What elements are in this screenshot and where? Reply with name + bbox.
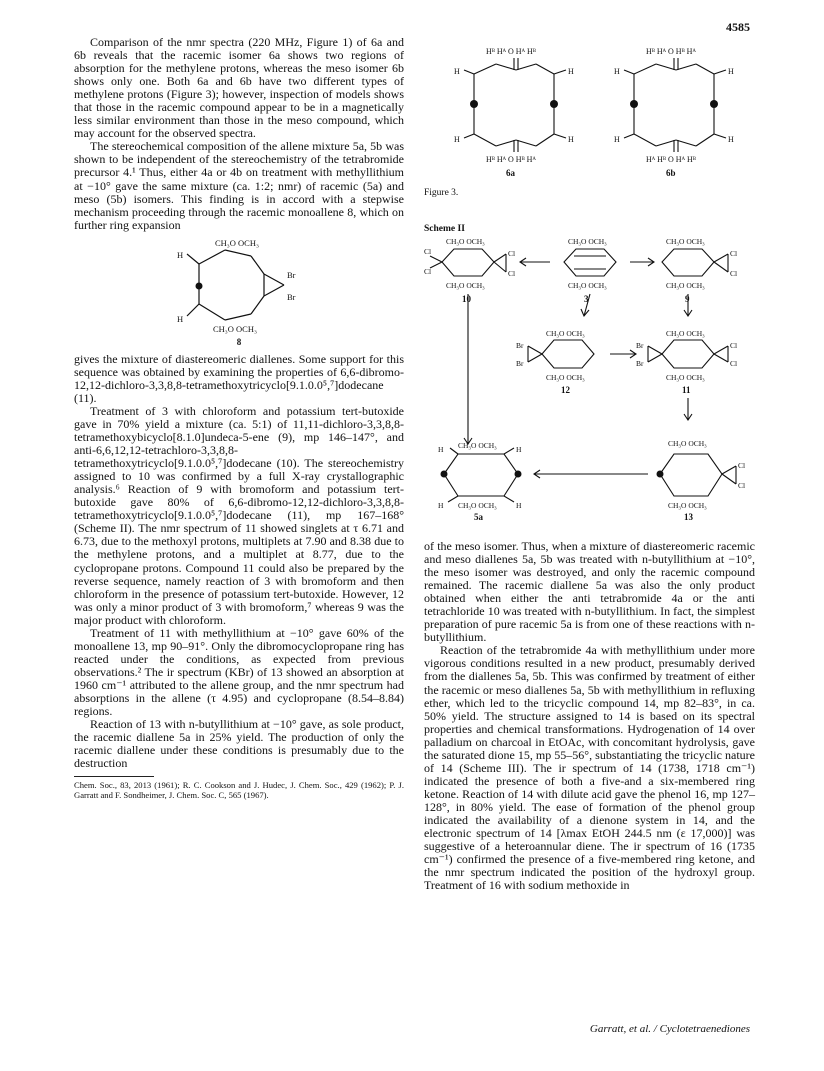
structure-label: 3: [584, 294, 589, 304]
svg-text:H: H: [438, 445, 444, 454]
svg-text:CH₃O OCH₃: CH₃O OCH₃: [668, 439, 707, 448]
svg-text:H: H: [728, 67, 734, 76]
svg-text:CH₃O OCH₃: CH₃O OCH₃: [458, 441, 497, 450]
paragraph: Reaction of 13 with n-butyllithium at −10° gave, as sole product, the racemic diallene 5a in 25% yield. The production of only the racemic diallene under these conditions is presumably due to the destruction: [74, 717, 404, 771]
svg-text:CH₃O OCH₃: CH₃O OCH₃: [666, 373, 705, 382]
svg-text:Cl: Cl: [508, 249, 516, 258]
running-footer: Garratt, et al. / Cyclotetraenediones: [589, 1023, 750, 1035]
structure-label: 6a: [506, 168, 515, 178]
paragraph: Treatment of 11 with methyllithium at −10° gave 60% of the monoallene 13, mp 90–91°. Only the dibromocyclopropane ring has reacted under the conditions, as expected from previous observations.² The ir spectrum (KBr) of 13 showed an absorption at 1960 cm⁻¹ attributed to the allene group, and the nmr spectrum had absorptions in the allene (τ 4.95) and cyclopropane (8.54–8.84) regions.: [74, 625, 404, 719]
svg-text:Br: Br: [287, 291, 296, 302]
page-number: 4585: [726, 20, 750, 34]
svg-text:CH₃O OCH₃: CH₃O OCH₃: [668, 501, 707, 510]
svg-text:CH₃O OCH₃: CH₃O OCH₃: [568, 237, 607, 246]
svg-text:CH₃O OCH₃: CH₃O OCH₃: [458, 501, 497, 510]
scheme-caption: Scheme II: [424, 224, 465, 234]
svg-text:H: H: [614, 67, 620, 76]
svg-text:Br: Br: [636, 359, 644, 368]
structure-label: 10: [462, 294, 471, 304]
footnote-rule: [74, 776, 154, 777]
svg-text:H: H: [454, 135, 460, 144]
svg-text:Hᴮ Hᴬ O Hᴬ Hᴮ: Hᴮ Hᴬ O Hᴬ Hᴮ: [486, 47, 536, 56]
svg-text:H: H: [454, 67, 460, 76]
left-column: [74, 36, 404, 800]
right-column: [424, 540, 755, 892]
structure-8-diagram: [139, 236, 339, 336]
svg-text:H: H: [614, 135, 620, 144]
svg-text:H: H: [568, 67, 574, 76]
svg-text:Cl: Cl: [424, 247, 432, 256]
paragraph: gives the mixture of diastereomeric diallenes. Some support for this sequence was obtained by examining the properties of 6,6-dibromo-12,12-dichloro-3,3,8,8-tetramethoxytricyclo[9.1.0.0⁵,⁷]dodecane (11).: [74, 351, 404, 405]
figure-labels-layer: [424, 44, 764, 539]
svg-text:Br: Br: [516, 341, 524, 350]
svg-text:CH₃O OCH₃: CH₃O OCH₃: [666, 237, 705, 246]
structure-label: 6b: [666, 168, 676, 178]
svg-text:Cl: Cl: [730, 341, 738, 350]
svg-text:Cl: Cl: [730, 359, 738, 368]
svg-text:H: H: [516, 501, 522, 510]
svg-text:CH₃O OCH₃: CH₃O OCH₃: [446, 281, 485, 290]
allene-dot: [196, 282, 203, 289]
structure-label: 11: [682, 385, 691, 395]
svg-text:Br: Br: [287, 269, 296, 280]
paragraph: Comparison of the nmr spectra (220 MHz, Figure 1) of 6a and 6b reveals that the racemic isomer 6a shows two regions of absorption for the methylene protons, whereas the meso isomer 6b shows only one. Both 6a and 6b have two different types of methylene protons (Figure 3); however, inspection of models shows that those in the racemic compound appear to be in a magnetically less similar environment than those in the meso compound, which may account for the observed spectra.: [74, 35, 404, 141]
svg-text:Br: Br: [516, 359, 524, 368]
paragraph: of the meso isomer. Thus, when a mixture of diastereomeric racemic and meso diallenes 5a, 5b was treated with n-butyllithium at −10°, the meso isomer was destroyed, and only the racemic compound remained. The racemic diallene 5a was also the only product obtained when either the anti tetrabromide 4a or the anti tetrachloride 10 was treated with n-butyllithium. In fact, the simplest preparation of pure racemic 5a is from one of these reactions with n-butyllithium.: [424, 539, 755, 645]
svg-text:H: H: [568, 135, 574, 144]
paragraph: Reaction of the tetrabromide 4a with methyllithium under more vigorous conditions resulted in a new product, presumably derived from the diallenes 5a, 5b. This was confirmed by treatment of either the racemic or meso diallenes 5a, 5b with methyllithium in refluxing ether, which led to the tricyclic compound 14, mp 82–83°, in ca. 50% yield. The structure assigned to 14 is based on its spectral properties and chemical transformations. Hydrogenation of 14 over palladium on charcoal in EtOAc, with concomitant hydrolysis, gave the saturated dione 15, mp 55–56°, substantiating the tricyclic nature of 14 (Scheme III). The ir spectrum of 14 (1738, 1718 cm⁻¹) indicated the presence of both a five-and a six-membered ring ketone. Reaction of 14 with dilute acid gave the phenol 16, mp 127–128°, in 80% yield. The ease of formation of the phenol group indicated the availability of a dienone system in 14, and the electronic spectrum of 14 [λmax EtOH 244.5 nm (ε 17,000)] was suggestive of a heteroannular diene. The ir spectrum of 16 (1735 cm⁻¹) confirmed the presence of a five-membered ring ketone, and the nmr spectrum indicated the position of the hydroxyl group. Treatment of 16 with sodium methoxide in: [424, 643, 755, 893]
svg-text:CH₃O OCH₃: CH₃O OCH₃: [568, 281, 607, 290]
svg-text:CH₃O OCH₃: CH₃O OCH₃: [213, 323, 257, 334]
svg-text:Cl: Cl: [508, 269, 516, 278]
svg-text:H: H: [438, 501, 444, 510]
structure-label: 12: [561, 385, 570, 395]
svg-text:H: H: [516, 445, 522, 454]
paragraph: The stereochemical composition of the allene mixture 5a, 5b was shown to be independent of the stereochemistry of the tetrabromide precursor 4.¹ Thus, either 4a or 4b on treatment with methyllithium at −10° gave the same mixture (ca. 1:2; nmr) of racemic (5a) and meso (5b) isomers. This finding is in accord with a stepwise mechanism proceeding through the racemic monoallene 8, which on further ring expansion: [74, 139, 404, 232]
paragraph: Treatment of 3 with chloroform and potassium tert-butoxide gave in 70% yield a mixture (ca. 5:1) of 11,11-dichloro-3,3,8,8-tetramethoxybicyclo[8.1.0]undeca-5-ene (9), mp 146–147°, and anti-6,6,12,12-tetrachloro-3,3,8,8-tetramethoxytricyclo[9.1.0.0⁵,⁷]dodecane (10). The stereochemistry assigned to 10 was confirmed by a full X-ray crystallographic analysis.⁶ Reaction of 9 with bromoform and potassium tert-butoxide gave 80% of 6,6-dibromo-12,12-dichloro-3,3,8,8-tetramethoxytricyclo[9.1.0.0⁵,⁷]dodecane (11), mp 167–168° (Scheme II). The nmr spectrum of 11 showed singlets at τ 6.71 and 6.73, due to the methoxyl protons, multiplets at 7.90 and 8.38 due to the methylene protons, and a multiplet at 8.77, due to the cyclopropane protons. Compound 11 could also be prepared by the reverse sequence, namely reaction of 3 with bromoform and then chloroform in the presence of potassium tert-butoxide. However, 12 was only a minor product of 3 with bromoform,⁷ whereas 9 was the major product with chloroform.: [74, 403, 404, 627]
svg-text:Cl: Cl: [738, 461, 746, 470]
figure-caption: Figure 3.: [424, 188, 459, 198]
svg-text:CH₃O OCH₃: CH₃O OCH₃: [446, 237, 485, 246]
svg-text:Cl: Cl: [424, 267, 432, 276]
svg-text:Br: Br: [636, 341, 644, 350]
structure-label: 13: [684, 512, 693, 522]
structure-8-figure: [74, 236, 404, 349]
svg-text:CH₃O OCH₃: CH₃O OCH₃: [215, 237, 259, 248]
svg-text:Hᴬ Hᴮ O Hᴬ Hᴮ: Hᴬ Hᴮ O Hᴬ Hᴮ: [646, 155, 696, 164]
footnote: Chem. Soc., 83, 2013 (1961); R. C. Cookson and J. Hudec, J. Chem. Soc., 429 (1962); P. J. Garratt and F. Sondheimer, J. Chem. Soc. C, 565 (1967).: [74, 780, 404, 801]
svg-text:H: H: [177, 313, 184, 324]
svg-text:Cl: Cl: [738, 481, 746, 490]
structure-label: 8: [236, 336, 242, 347]
structure-label: 9: [685, 294, 690, 304]
svg-text:CH₃O OCH₃: CH₃O OCH₃: [666, 329, 705, 338]
svg-text:Hᴮ Hᴬ O Hᴮ Hᴬ: Hᴮ Hᴬ O Hᴮ Hᴬ: [486, 155, 536, 164]
svg-text:Hᴮ Hᴬ O Hᴮ Hᴬ: Hᴮ Hᴬ O Hᴮ Hᴬ: [646, 47, 696, 56]
svg-text:CH₃O OCH₃: CH₃O OCH₃: [546, 329, 585, 338]
svg-text:H: H: [728, 135, 734, 144]
svg-text:Cl: Cl: [730, 249, 738, 258]
svg-text:H: H: [177, 249, 184, 260]
structure-label: 5a: [474, 512, 483, 522]
svg-text:CH₃O OCH₃: CH₃O OCH₃: [546, 373, 585, 382]
svg-text:Cl: Cl: [730, 269, 738, 278]
svg-text:CH₃O OCH₃: CH₃O OCH₃: [666, 281, 705, 290]
